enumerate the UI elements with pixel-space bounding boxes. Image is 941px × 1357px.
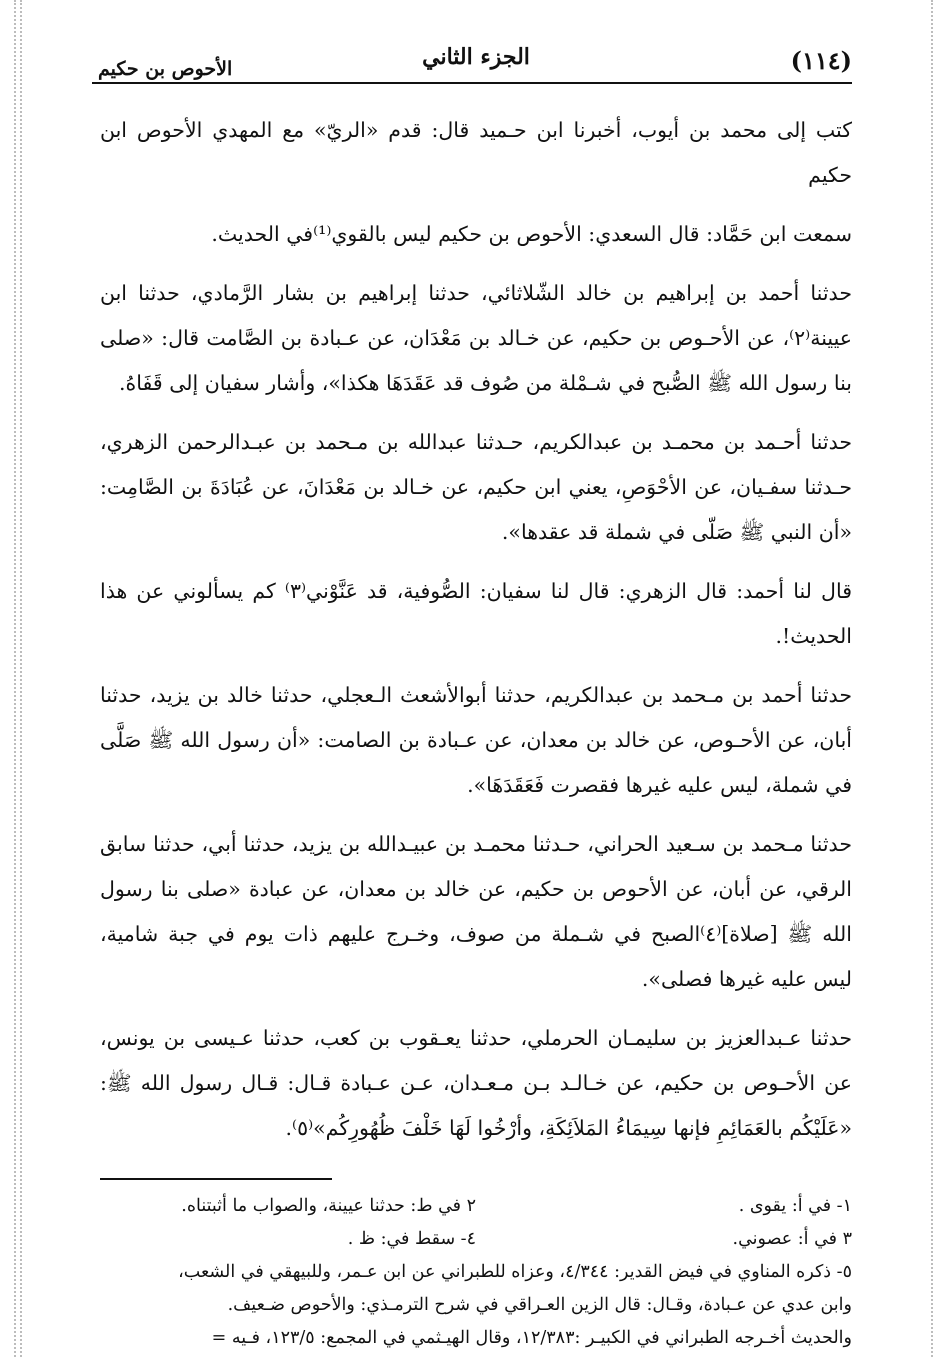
footnote-rule: [100, 1178, 332, 1180]
footnote-5-line-1: ٥- ذكره المناوي في فيض القدير: ٤/٣٤٤، وعزاه للطبراني عن ابن عـمر، وللبيهقي في الشعب،: [178, 1262, 852, 1282]
footnotes: [100, 1190, 852, 1355]
header-rule: [92, 82, 852, 84]
main-text: [100, 108, 852, 1165]
footnote-2: ٢ في ط: حدثنا عيينة، والصواب ما أثبتناه.: [181, 1196, 476, 1216]
paragraph-8: حدثنا عـبدالعزيز بن سليمـان الحرملي، حدثنا يعـقوب بن كعب، حدثنا عـيسى بن يونس، عن الأحـوص بن حكيم، عن خـالـد بـن مـعـدان، عـن عـبادة قـال: قـال رسول الله ﷺ: «عَلَيْكُم بالعَمَائِمِ فإنها سِيمَاءُ المَلاَئِكَةِ، وأرْخُوا لَهَا خَلْفَ ظُهُورِكُم»⁽٥⁾.: [100, 1026, 852, 1140]
volume-title: الجزء الثاني: [422, 44, 530, 70]
paragraph-6: حدثنا أحمد بن مـحمد بن عبدالكريم، حدثنا أبوالأشعث الـعجلي، حدثنا خالد بن يزيد، حدثنا أبان، عن الأحـوص، عن خالد بن معدان، عن عـبادة بن الصامت: «أن رسول الله ﷺ صَلَّى في شملة، ليس عليه غيرها فقصرت فَعَقَدَهَا».: [100, 683, 852, 797]
paragraph-7: حدثنا مـحمد بن سـعيد الحراني، حـدثنا محمـد بن عبيـدالله بن يزيد، حدثنا أبي، حدثنا سابق الرقي، عن أبان، عن الأحوص بن حكيم، عن خالد بن معدان، عن عبادة «صلى بنا رسول الله ﷺ [صلاة]⁽٤⁾الصبح في شـملة من صوف، وخـرج عليهم ذات يوم في جبة شامية، ليس عليه غيرها فصلى».: [100, 832, 852, 991]
footnote-4: ٤- سقط في: ظ .: [347, 1229, 476, 1249]
footnote-1: ١- في أ: يقوى .: [738, 1196, 852, 1216]
book-page: [100, 30, 852, 1350]
footnote-5-line-2: وابن عدي عن عـبادة، وقـال: قال الزين العـراقي في شرح الترمـذي: والأحوص ضـعيف.: [227, 1295, 852, 1315]
footnote-3: ٣ في أ: عصوني.: [732, 1229, 852, 1249]
page-number: (١١٤): [790, 46, 852, 75]
entry-title: الأحوص بن حكيم: [98, 58, 233, 80]
paragraph-3: حدثنا أحمد بن إبراهيم بن خالد الشّلاثائي، حدثنا إبراهيم بن بشار الرَّمادي، حدثنا ابن عيينة⁽٢⁾، عن الأحـوص بن حكيم، عن خـالد بن مَعْدَان، عن عـبادة بن الصَّامت قال: «صلى بنا رسول الله ﷺ الصُّبح في شـمْلة من صُوف قد عَقَدَهَا هكذا»، وأشار سفيان إلى قَفَاهُ.: [100, 281, 852, 395]
scan-margin-dots-right: [931, 0, 933, 1357]
scan-margin-dots-left: [14, 0, 16, 1357]
paragraph-5: قال لنا أحمد: قال الزهري: قال لنا سفيان: الصُّوفية، قد عَنَّوْني⁽٣⁾ كم يسألوني عن هذا الحديث!.: [100, 579, 852, 648]
paragraph-4: حدثنا أحـمد بن محمـد بن عبدالكريم، حـدثنا عبدالله بن مـحمد بن عبـدالرحمن الزهري، حـدثنا سفـيان، عن الأحْوَصِ، يعني ابن حكيم، عن خـالد بن مَعْدَانَ، عن عُبَادَةَ بن الصَّامِت: «أن النبي ﷺ صَلّى في شملة قد عقدها».: [100, 430, 852, 544]
running-header: [98, 30, 852, 80]
paragraph-2: سمعت ابن حَمَّاد: قال السعدي: الأحوص بن حكيم ليس بالقوي⁽¹⁾في الحديث.: [211, 222, 852, 246]
footnote-row-2: [100, 1223, 852, 1256]
footnote-5-line-3: والحديث أخـرجه الطبراني في الكبيـر :١٢/٣٨٣، وقال الهيـثمي في المجمع: ١٢٣/٥، فـيه =: [211, 1328, 852, 1348]
paragraph-1: كتب إلى محمد بن أيوب، أخبرنا ابن حـميد قال: قدم «الريّ» مع المهدي الأحوص ابن حكيم: [100, 118, 852, 187]
scan-margin-dots-left-inner: [20, 0, 22, 1357]
footnote-row-1: [100, 1190, 852, 1223]
